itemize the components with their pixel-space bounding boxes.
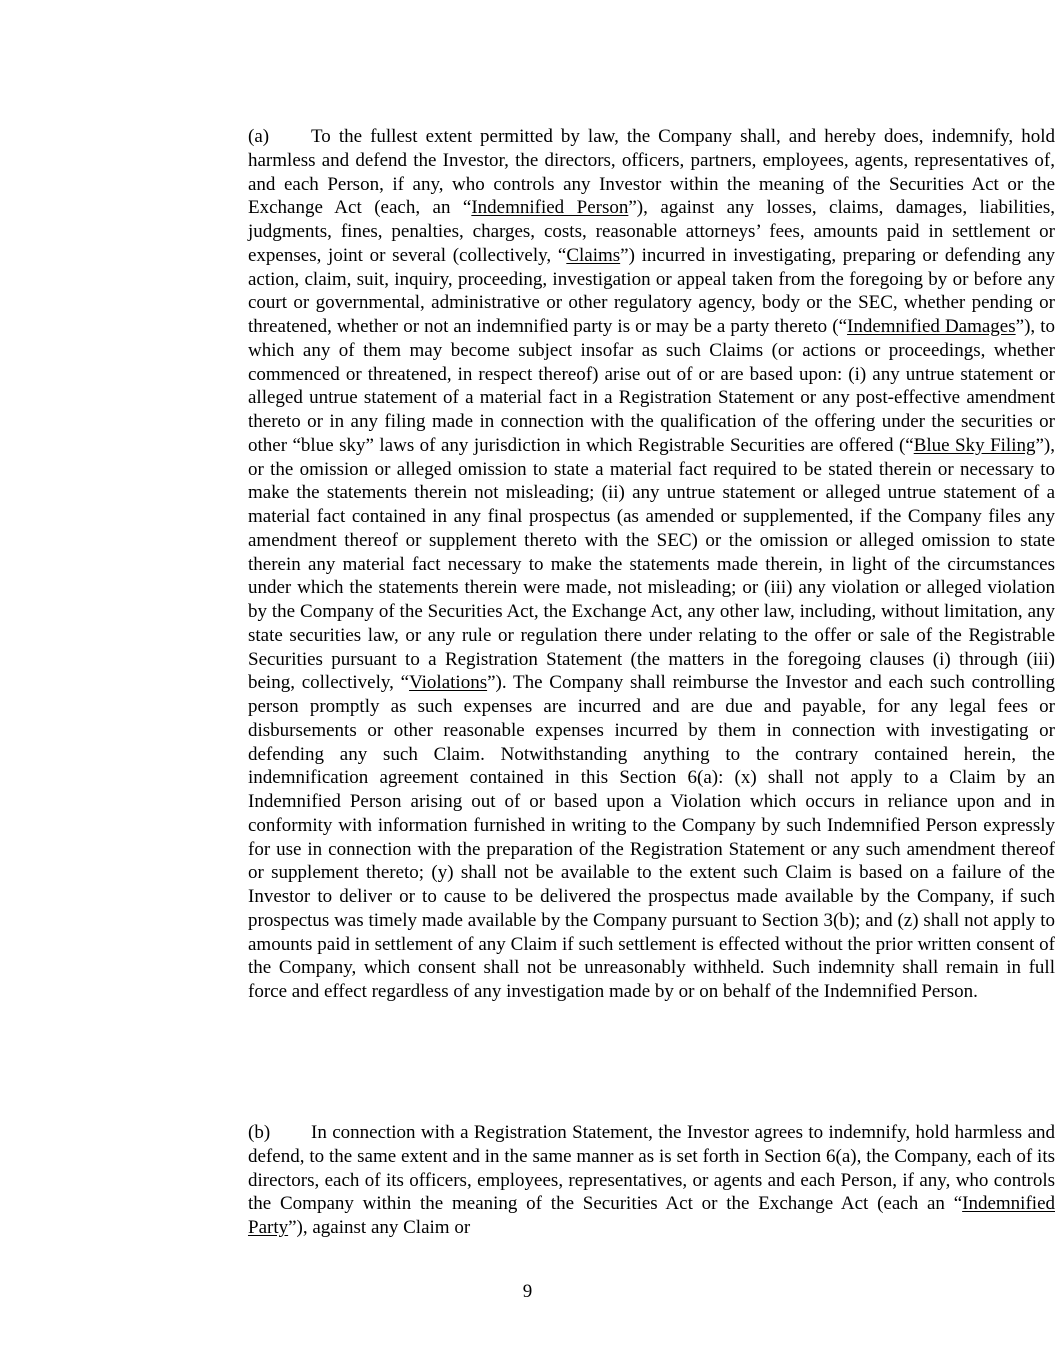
page-number: 9 bbox=[522, 1281, 533, 1302]
text-segment: ”) incurred in investigating, preparing or defending any action, claim, suit, inquiry, proceeding, investigation or appeal taken from the foregoing by or before any court or governmental, administrative or other regulatory agency, body or the SEC, whether pending or threatened, whether or not an indemnified party is or may be a party thereto (“ bbox=[248, 244, 1055, 337]
defined-term-indemnified-damages: Indemnified Damages bbox=[847, 316, 1016, 337]
defined-term-violations: Violations bbox=[409, 672, 488, 694]
defined-term-indemnified-party: Indemnified Party bbox=[248, 1193, 1055, 1238]
defined-term-blue-sky-filing: Blue Sky Filing bbox=[913, 434, 1036, 456]
defined-term-claims: Claims bbox=[566, 244, 621, 266]
defined-term-indemnified-person: Indemnified Person bbox=[471, 197, 629, 219]
paragraph-6a bbox=[124, 125, 1055, 1004]
text-segment: To the fullest extent permitted by law, the Company shall, and hereby does, indemnify, hold harmless and defend the Investor, the directors, officers, partners, employees, agents, representatives of, and each Person, if any, who controls any Investor within the meaning of the Securities Act or the Exchange Act (each, an “ bbox=[248, 126, 1055, 219]
text-segment: ”), or the omission or alleged omission to state a material fact required to be stated therein or necessary to make the statements therein not misleading; (ii) any untrue statement or alleged untrue statement of a material fact contained in any final prospectus (as amended or supplemented, if the Company files any amendment thereof or supplement thereto with the SEC) or the omission or alleged omission to state therein any material fact necessary to make the statements made therein, in light of the circumstances under which the statements therein were made, not misleading; or (iii) any violation or alleged violation by the Company of the Securities Act, the Exchange Act, any other law, including, without limitation, any state securities law, or any rule or regulation there under relating to the offer or sale of the Registrable Securities pursuant to a Registration Statement (the matters in the foregoing clauses (i) through (iii) being, collectively, “ bbox=[248, 434, 1055, 694]
text-segment: ”), against any losses, claims, damages, liabilities, judgments, fines, penalties, charges, costs, reasonable attorneys’ fees, amounts paid in settlement or expenses, joint or several (collectively, “ bbox=[248, 197, 1055, 266]
paragraph-6b bbox=[124, 1121, 1055, 1240]
text-segment: ”), to which any of them may become subject insofar as such Claims (or actions or proceedings, whether commenced or threatened, in respect thereof) arise out of or are based upon: (i) any untrue statement or alleged untrue statement of a material fact in a Registration Statement or any post-effective amendment thereto or in any filing made in connection with the qualification of the offering under the securities or other “blue sky” laws of any jurisdiction in which Registrable Securities are offered (“ bbox=[248, 316, 1055, 456]
text-segment: In connection with a Registration Statement, the Investor agrees to indemnify, hold harmless and defend, to the same extent and in the same manner as is set forth in Section 6(a), the Company, each of its directors, each of its officers, employees, representatives, or agents and each Person, if any, who controls the Company within the meaning of the Securities Act or the Exchange Act (each an “ bbox=[248, 1122, 1055, 1215]
text-segment: ”), against any Claim or bbox=[288, 1217, 471, 1238]
clause-marker-a: (a) bbox=[248, 126, 270, 147]
text-segment: ”). The Company shall reimburse the Investor and each such controlling person promptly as such expenses are incurred and are due and payable, for any legal fees or disbursements or other reasonable expenses incurred by them in connection with investigating or defending any such Claim. Notwithstanding anything to the contrary contained herein, the indemnification agreement contained in this Section 6(a): (x) shall not apply to a Claim by an Indemnified Person arising out of or based upon a Violation which occurs in reliance upon and in conformity with information furnished in writing to the Company by such Indemnified Person expressly for use in connection with the preparation of the Registration Statement or any such amendment thereof or supplement thereto; (y) shall not be available to the extent such Claim is based on a failure of the Investor to deliver or to cause to be delivered the prospectus made available by the Company, if such prospectus was timely made available by the Company pursuant to Section 3(b); and (z) shall not apply to amounts paid in settlement of any Claim if such settlement is effected without the prior written consent of the Company, which consent shall not be unreasonably withheld. Such indemnity shall remain in full force and effect regardless of any investigation made by or on behalf of the Indemnified Person. bbox=[248, 672, 1055, 1002]
clause-marker-b: (b) bbox=[248, 1122, 271, 1143]
